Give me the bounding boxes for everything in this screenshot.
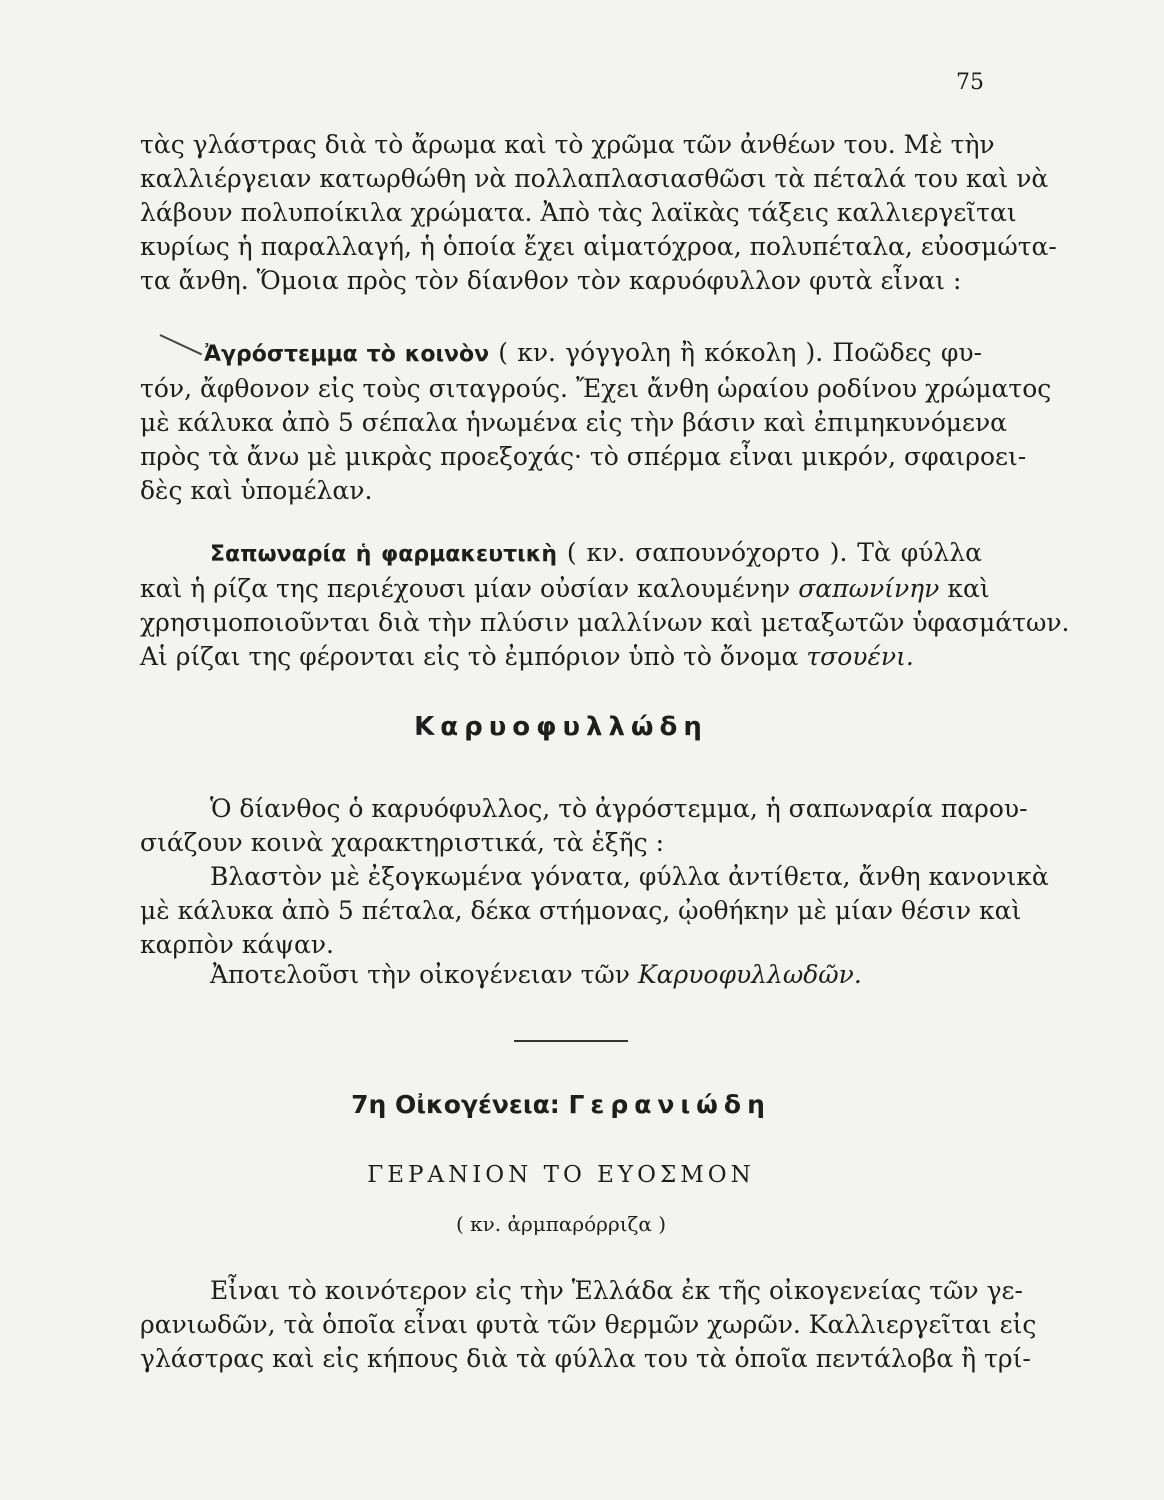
- family-title: Γερανιώδη: [568, 1090, 771, 1119]
- text-line: Εἶναι τὸ κοινότερον εἰς τὴν Ἑλλάδα ἐκ τῆς οἰκογενείας τῶν γε-: [210, 1276, 1023, 1305]
- text-fragment: Αἱ ρίζαι της φέρονται εἰς τὸ ἐμπόριον ὑπὸ τὸ ὄνομα: [140, 642, 799, 671]
- text-line: Βλαστὸν μὲ ἐξογκωμένα γόνατα, φύλλα ἀντίθετα, ἄνθη κανονικὰ: [210, 862, 1049, 891]
- text-line: [140, 336, 982, 372]
- paragraph-characteristics: [140, 860, 1049, 962]
- paragraph-agrostemma: [140, 336, 1052, 508]
- text-line: πρὸς τὰ ἄνω μὲ μικρὰς προεξοχάς· τὸ σπέρμα εἶναι μικρόν, σφαιροει-: [140, 442, 1027, 471]
- text-line: τα ἄνθη. Ὅμοια πρὸς τὸν δίανθον τὸν καρυόφυλλον φυτὰ εἶναι :: [140, 266, 962, 295]
- italic-term: σαπωνίνην: [798, 574, 940, 603]
- text-line: καλλιέργειαν κατωρθώθη νὰ πολλαπλασιασθῶσι τὰ πέταλά του καὶ νὰ: [140, 164, 1049, 193]
- paragraph-geranium: [140, 1274, 1037, 1376]
- text-line: [140, 572, 990, 606]
- text-line: ρανιωδῶν, τὰ ὁποῖα εἶναι φυτὰ τῶν θερμῶν χωρῶν. Καλλιεργεῖται εἰς: [140, 1310, 1037, 1339]
- term-saponaria: Σαπωναρία ἡ φαρμακευτικὴ: [210, 542, 558, 567]
- text-fragment: καὶ: [947, 574, 990, 603]
- species-common-name: ( κν. ἀρμπαρόρριζα ): [455, 1212, 667, 1236]
- paragraph-continuation: [140, 128, 1057, 298]
- text-line: καρπὸν κάψαν.: [140, 930, 334, 959]
- text-line: δὲς καὶ ὑπομέλαν.: [140, 476, 373, 505]
- paragraph-family-name: [140, 958, 982, 992]
- page-number: 75: [956, 70, 984, 95]
- family-heading: [140, 1090, 982, 1119]
- text-line: μὲ κάλυκα ἀπὸ 5 πέταλα, δέκα στήμονας, ᾠοθήκην μὲ μίαν θέσιν καὶ: [140, 896, 1022, 925]
- text-line: [140, 958, 982, 992]
- text-line: λάβουν πολυποίκιλα χρώματα. Ἀπὸ τὰς λαϊκὰς τάξεις καλλιεργεῖται: [140, 198, 1017, 227]
- divider-rule: [514, 1040, 628, 1042]
- text-line: μὲ κάλυκα ἀπὸ 5 σέπαλα ἡνωμένα εἰς τὴν βάσιν καὶ ἐπιμηκυνόμενα: [140, 408, 1008, 437]
- species-title: ΓΕΡΑΝΙΟΝ ΤΟ ΕΥΟΣΜΟΝ: [367, 1162, 755, 1188]
- text-fragment: καὶ ἡ ρίζα της περιέχουσι μίαν οὐσίαν καλουμένην: [140, 574, 791, 603]
- text-line: [140, 536, 982, 572]
- text-line: Ὁ δίανθος ὁ καρυόφυλλος, τὸ ἀγρόστεμμα, ἡ σαπωναρία παρου-: [210, 794, 1028, 823]
- text-line: τόν, ἄφθονον εἰς τοὺς σιταγρούς. Ἔχει ἄνθη ὡραίου ροδίνου χρώματος: [140, 374, 1052, 403]
- paragraph-saponaria: [140, 536, 1070, 674]
- italic-term: τσουένι.: [806, 642, 914, 671]
- text-line: σιάζουν κοινὰ χαρακτηριστικά, τὰ ἑξῆς :: [140, 828, 665, 857]
- italic-family: Καρυοφυλλωδῶν.: [637, 960, 862, 989]
- text-line: [140, 640, 982, 674]
- term-agrostemma: Ἀγρόστεμμα τὸ κοινὸν: [204, 342, 490, 367]
- term-description: ( κν. σαπουνόχορτο ). Τὰ φύλλα: [566, 538, 982, 567]
- paragraph-family-intro: [140, 792, 1028, 860]
- term-description: ( κν. γόγγολη ἢ κόκολη ). Ποῶδες φυ-: [498, 338, 982, 367]
- text-line: χρησιμοποιοῦνται διὰ τὴν πλύσιν μαλλίνων καὶ μεταξωτῶν ὑφασμάτων.: [140, 608, 1070, 637]
- text-line: τὰς γλάστρας διὰ τὸ ἄρωμα καὶ τὸ χρῶμα τῶν ἀνθέων του. Μὲ τὴν: [140, 130, 995, 159]
- section-heading: Καρυοφυλλώδη: [414, 712, 708, 742]
- text-line: γλάστρας καὶ εἰς κήπους διὰ τὰ φύλλα του τὰ ὁποῖα πεντάλοβα ἢ τρί-: [140, 1344, 1031, 1373]
- text-fragment: Ἀποτελοῦσι τὴν οἰκογένειαν τῶν: [210, 960, 630, 989]
- text-line: κυρίως ἡ παραλλαγή, ἡ ὁποία ἔχει αἱματόχροα, πολυπέταλα, εὐοσμώτα-: [140, 232, 1057, 261]
- family-number: 7η Οἰκογένεια:: [351, 1090, 560, 1119]
